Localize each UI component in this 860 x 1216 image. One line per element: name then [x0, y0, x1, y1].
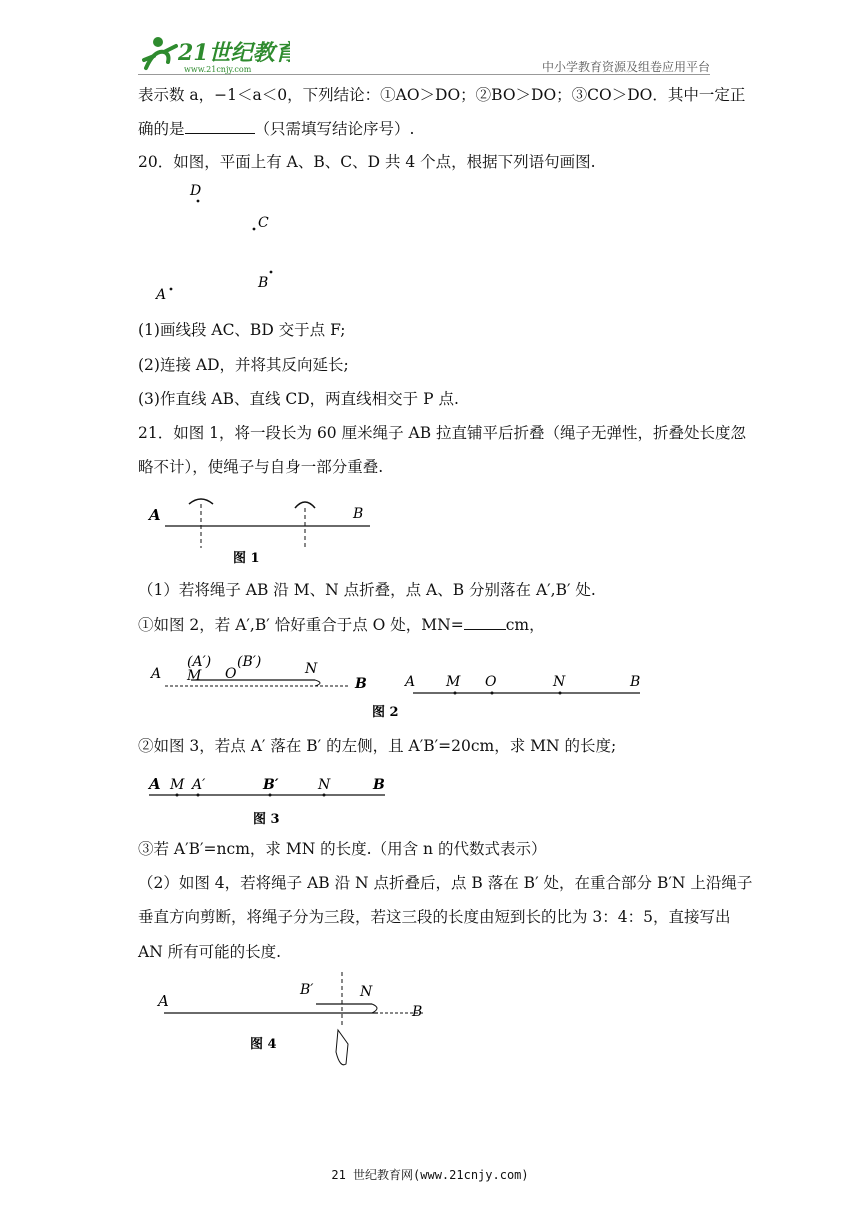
- fig3-label-b: B: [373, 777, 385, 793]
- fig4-caption: 图 4: [250, 1037, 277, 1052]
- fig1-label-a: A: [149, 506, 161, 524]
- site-logo: [140, 30, 290, 76]
- fig4-label-b: B: [412, 1004, 423, 1020]
- q21-sub2: ②如图 3，若点 A′ 落在 B′ 的左侧，且 A′B′=20cm，求 MN 的长度;: [138, 737, 617, 755]
- q21-sub1: ①如图 2，若 A′,B′ 恰好重合于点 O 处，MN= cm，: [138, 616, 545, 634]
- fig3-label-a-prime: A′: [192, 777, 206, 793]
- point-label-d: D: [190, 183, 202, 199]
- fig3-caption: 图 3: [253, 812, 280, 827]
- point-label-b: B: [258, 275, 269, 291]
- point-label-a: A: [156, 287, 167, 303]
- fig1-label-b: B: [353, 506, 364, 522]
- point-d: [197, 200, 200, 203]
- q21-part2-line2: 垂直方向剪断，将绳子分为三段，若这三段的长度由短到长的比为 3：4：5，直接写出: [138, 908, 731, 926]
- q21-part1: （1）若将绳子 AB 沿 M、N 点折叠，点 A、B 分别落在 A′,B′ 处.: [138, 581, 596, 599]
- q20-item-2: (2)连接 AD，并将其反向延长;: [138, 356, 349, 374]
- q21-stem-1: 21．如图 1，将一段长为 60 厘米绳子 AB 拉直铺平后折叠（绳子无弹性，折叠处长度忽: [138, 424, 747, 442]
- q21-part2-line3: AN 所有可能的长度.: [138, 943, 282, 961]
- fig2-label-m: M: [187, 668, 202, 684]
- figure-4: [150, 968, 450, 1078]
- q20-item-3: (3)作直线 AB、直线 CD，两直线相交于 P 点.: [138, 390, 459, 408]
- q20-stem: 20．如图，平面上有 A、B、C、D 共 4 个点，根据下列语句画图.: [138, 153, 596, 171]
- fig4-label-n: N: [360, 984, 373, 1000]
- fig2-label-n: N: [305, 661, 318, 677]
- fig2-label-b: B: [355, 676, 367, 692]
- fig2r-label-o: O: [485, 674, 497, 690]
- fig2-label-a: A: [151, 666, 162, 682]
- q21-part2-line1: （2）如图 4，若将绳子 AB 沿 N 点折叠后，点 B 落在 B′ 处，在重合部分 B′N 上沿绳子: [138, 874, 753, 892]
- page-footer: 21 世纪教育网(www.21cnjy.com): [331, 1168, 529, 1182]
- fig2-caption: 图 2: [372, 705, 399, 720]
- header-platform-text: 中小学教育资源及组卷应用平台: [541, 60, 710, 74]
- fig4-label-b-prime: B′: [300, 982, 314, 998]
- fig3-label-b-prime: B′: [263, 777, 279, 793]
- point-a: [170, 288, 173, 291]
- figure-3: [145, 765, 395, 835]
- figure-2: [145, 648, 655, 723]
- scissors-icon: [336, 1030, 348, 1065]
- q19-line1: 表示数 a，−1＜a＜0，下列结论：①AO＞DO；②BO＞DO；③CO＞DO．其中一定正: [138, 86, 746, 104]
- fig2-label-a-prime: (A′): [187, 654, 212, 670]
- q20-item-1: (1)画线段 AC、BD 交于点 F;: [138, 321, 346, 339]
- fig3-label-m: M: [170, 777, 185, 793]
- q20-points-figure: [140, 175, 340, 310]
- header-divider: [138, 74, 710, 75]
- fig2r-label-n: N: [553, 674, 566, 690]
- figure-1: [145, 488, 385, 568]
- point-c: [253, 228, 256, 231]
- fig2r-label-a: A: [405, 674, 416, 690]
- fig4-label-a: A: [158, 992, 169, 1010]
- fig2-label-b-prime: (B′): [237, 654, 262, 670]
- fig2-label-o: O: [225, 666, 237, 682]
- q21-sub3: ③若 A′B′=ncm，求 MN 的长度.（用含 n 的代数式表示）: [138, 840, 547, 858]
- fig2r-label-m: M: [446, 674, 461, 690]
- q19-line2: 确的是 （只需填写结论序号）.: [138, 120, 415, 138]
- fig3-label-a: A: [149, 775, 161, 793]
- fig2r-label-b: B: [630, 674, 641, 690]
- point-b: [270, 271, 273, 274]
- logo-url: www.21cnjy.com: [184, 65, 252, 74]
- q21-stem-2: 略不计），使绳子与自身一部分重叠.: [138, 458, 384, 476]
- point-label-c: C: [258, 215, 269, 231]
- fig1-caption: 图 1: [233, 551, 260, 566]
- fig3-label-n: N: [318, 777, 331, 793]
- logo-text: 21世纪教育: [178, 40, 290, 66]
